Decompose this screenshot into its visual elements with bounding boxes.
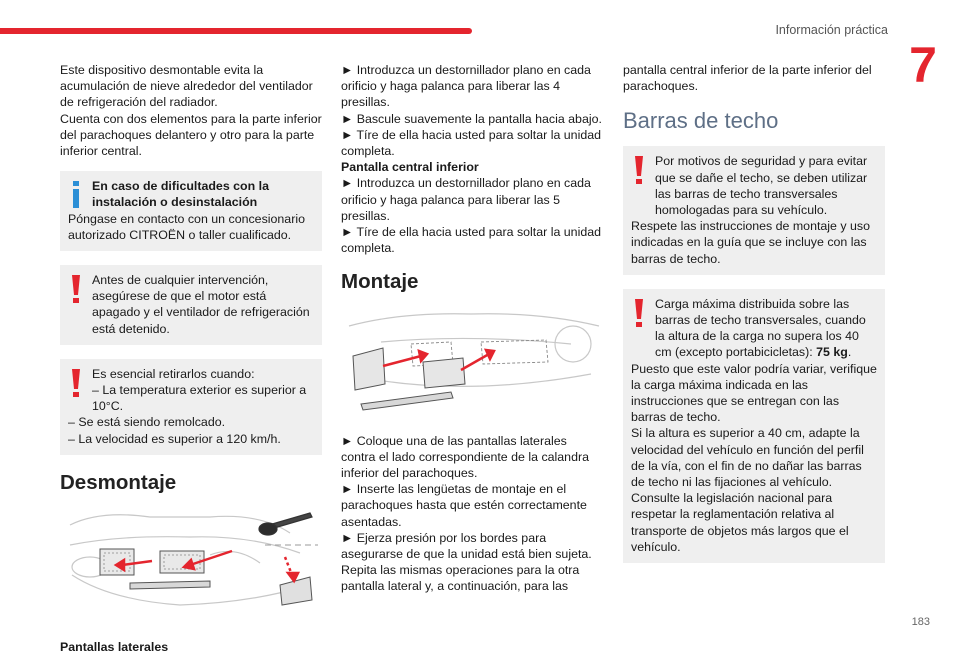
column-3 xyxy=(623,62,885,563)
roof-bars-safety-text: Por motivos de seguridad y para evitar que se dañe el techo, se deben utilizar las barras de techo transversales homologadas para su vehículo. xyxy=(655,154,868,218)
step: ► Inserte las lengüetas de montaje en el parachoques hasta que estén correctamente asentadas. xyxy=(341,482,587,529)
warning-box-max-load xyxy=(623,289,885,563)
heading-barras-de-techo: Barras de techo xyxy=(623,108,779,134)
continuation-text: pantalla central inferior de la parte inferior del parachoques. xyxy=(623,63,872,94)
step: ► Tíre de ella hacia usted para soltar la unidad completa. xyxy=(341,225,602,256)
warning-box-remove xyxy=(60,359,322,455)
intro-paragraph-2: Cuenta con dos elementos para la parte inferior del parachoques delantero y otro para la parte inferior central. xyxy=(60,111,322,159)
repeat-note: Repita las mismas operaciones para la otra pantalla lateral y, a continuación, para las xyxy=(341,563,580,594)
warning-box-engine xyxy=(60,265,322,345)
step: ► Ejerza presión por los bordes para asegurarse de que la unidad está bien sujeta. xyxy=(341,530,592,562)
max-load-text xyxy=(655,296,877,361)
warning-remove-item: – Se está siendo remolcado. xyxy=(68,415,226,430)
column-1 xyxy=(60,62,322,655)
warning-engine-text: Antes de cualquier intervención, asegúrese de que el motor está apagado y el ventilador de refrigeración está detenido. xyxy=(92,273,310,336)
max-load-height-text: Si la altura es superior a 40 cm, adapte la velocidad del vehículo en función del perfil de la vía, con el fin de no dañar las barras de techo ni las fijaciones al vehículo. xyxy=(631,426,864,490)
max-load-verify-text: Puesto que este valor podría variar, verifique la carga máxima indicada en las instrucciones que se entregan con las barras de techo. xyxy=(631,361,877,425)
subheading-central-screen: Pantalla central inferior xyxy=(341,160,479,175)
warning-box-roof-bars xyxy=(623,146,885,274)
step: ► Introduzca un destornillador plano en cada orificio y haga palanca para liberar las 5 presillas. xyxy=(341,176,591,223)
step: ► Tíre de ella hacia usted para soltar la unidad completa. xyxy=(341,127,602,159)
heading-desmontaje: Desmontaje xyxy=(60,470,177,494)
top-accent-bar xyxy=(0,28,472,34)
page-number: 183 xyxy=(911,615,930,628)
roof-bars-instructions-text: Respete las instrucciones de montaje y uso indicadas en la guía que se incluye con las barras de techo. xyxy=(631,219,870,266)
intro-paragraph: Este dispositivo desmontable evita la acumulación de nieve alrededor del ventilador de refrigeración del radiador. xyxy=(60,63,313,110)
warning-remove-item: – La temperatura exterior es superior a 10°C. xyxy=(92,383,307,414)
step: ► Introduzca un destornillador plano en cada orificio y haga palanca para liberar las 4 presillas. xyxy=(341,63,591,110)
warning-exclamation-icon xyxy=(631,298,647,328)
info-box-text: Póngase en contacto con un concesionario autorizado CITROËN o taller cualificado. xyxy=(68,211,305,242)
heading-montaje: Montaje xyxy=(341,270,419,294)
caption-side-screens: Pantallas laterales xyxy=(60,640,169,655)
info-box xyxy=(60,171,322,251)
warning-remove-text: Es esencial retirarlos cuando: xyxy=(92,366,255,381)
max-load-legislation-text: Consulte la legislación nacional para respetar la reglamentación relativa al transporte de objetos más largos que el vehículo. xyxy=(631,491,849,554)
step: ► Coloque una de las pantallas laterales contra el lado correspondiente de la calandra inferior del parachoques. xyxy=(341,433,589,481)
illustration-removal xyxy=(60,505,322,625)
info-box-title: En caso de dificultades con la instalación o desinstalación xyxy=(92,179,269,210)
chapter-number: 7 xyxy=(909,37,937,93)
warning-exclamation-icon xyxy=(68,368,84,398)
warning-exclamation-icon xyxy=(68,274,84,304)
warning-exclamation-icon xyxy=(631,155,647,185)
illustration-installation xyxy=(341,304,603,422)
column-2 xyxy=(341,62,603,595)
info-icon xyxy=(68,180,84,210)
max-load-text-a: Carga máxima distribuida sobre las barras de techo transversales, cuando la altura de la carga no supera los 40 cm (excepto portabicicletas): xyxy=(655,296,866,360)
header-title: Información práctica xyxy=(775,23,888,37)
step: ► Bascule suavemente la pantalla hacia abajo. xyxy=(341,111,602,126)
max-load-value: 75 kg xyxy=(816,345,848,360)
max-load-text-c: . xyxy=(847,345,852,360)
warning-remove-item: – La velocidad es superior a 120 km/h. xyxy=(68,431,281,446)
